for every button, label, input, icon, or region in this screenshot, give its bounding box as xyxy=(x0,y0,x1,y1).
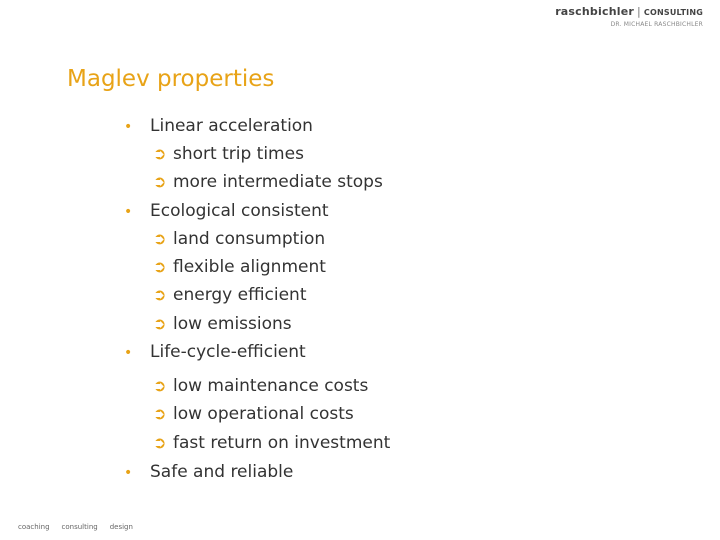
brand-left: raschbichler xyxy=(555,5,634,18)
sub-bullet-item xyxy=(153,314,292,334)
sub-bullet-item xyxy=(153,433,390,453)
bullet-text: land consumption xyxy=(173,229,326,249)
sub-bullet-item xyxy=(153,285,307,305)
sub-bullet-item xyxy=(153,404,354,424)
footer-tag: coaching xyxy=(18,523,50,531)
slide-title: Maglev properties xyxy=(67,66,275,92)
arrow-right-icon: ➲ xyxy=(153,257,167,276)
footer-tags xyxy=(18,523,145,531)
sub-bullet-item xyxy=(153,229,325,249)
bullet-text: low operational costs xyxy=(173,404,354,424)
bullet-dot-icon: • xyxy=(124,204,133,220)
bullet-text: Life-cycle-efficient xyxy=(150,342,306,362)
bullet-text: flexible alignment xyxy=(173,257,326,277)
bullet-dot-icon: • xyxy=(124,465,133,481)
sub-bullet-item xyxy=(153,172,383,192)
bullet-text: more intermediate stops xyxy=(173,172,383,192)
bullet-text: energy efficient xyxy=(173,285,307,305)
bullet-text: low emissions xyxy=(173,314,292,334)
arrow-right-icon: ➲ xyxy=(153,285,167,304)
bullet-text: Safe and reliable xyxy=(150,462,294,482)
bullet-text: Ecological consistent xyxy=(150,201,329,221)
bullet-item xyxy=(124,116,313,137)
footer-tag: consulting xyxy=(61,523,98,531)
arrow-right-icon: ➲ xyxy=(153,433,167,452)
arrow-right-icon: ➲ xyxy=(153,314,167,333)
sub-bullet-item xyxy=(153,376,368,396)
arrow-right-icon: ➲ xyxy=(153,404,167,423)
bullet-item xyxy=(124,462,293,483)
bullet-text: Linear acceleration xyxy=(150,116,313,136)
arrow-right-icon: ➲ xyxy=(153,172,167,191)
arrow-right-icon: ➲ xyxy=(153,376,167,395)
sub-bullet-item xyxy=(153,144,304,164)
bullet-item xyxy=(124,201,329,222)
brand-separator: | xyxy=(637,5,641,18)
brand-subtitle: DR. MICHAEL RASCHBICHLER xyxy=(610,21,703,28)
bullet-dot-icon: • xyxy=(124,119,133,135)
brand-right: consulting xyxy=(643,5,703,18)
arrow-right-icon: ➲ xyxy=(153,229,167,248)
bullet-text: fast return on investment xyxy=(173,433,391,453)
footer-tag: design xyxy=(109,523,133,531)
bullet-item xyxy=(124,342,306,363)
arrow-right-icon: ➲ xyxy=(153,144,167,163)
bullet-text: low maintenance costs xyxy=(173,376,369,396)
bullet-text: short trip times xyxy=(173,144,304,164)
bullet-dot-icon: • xyxy=(124,345,133,361)
sub-bullet-item xyxy=(153,257,326,277)
